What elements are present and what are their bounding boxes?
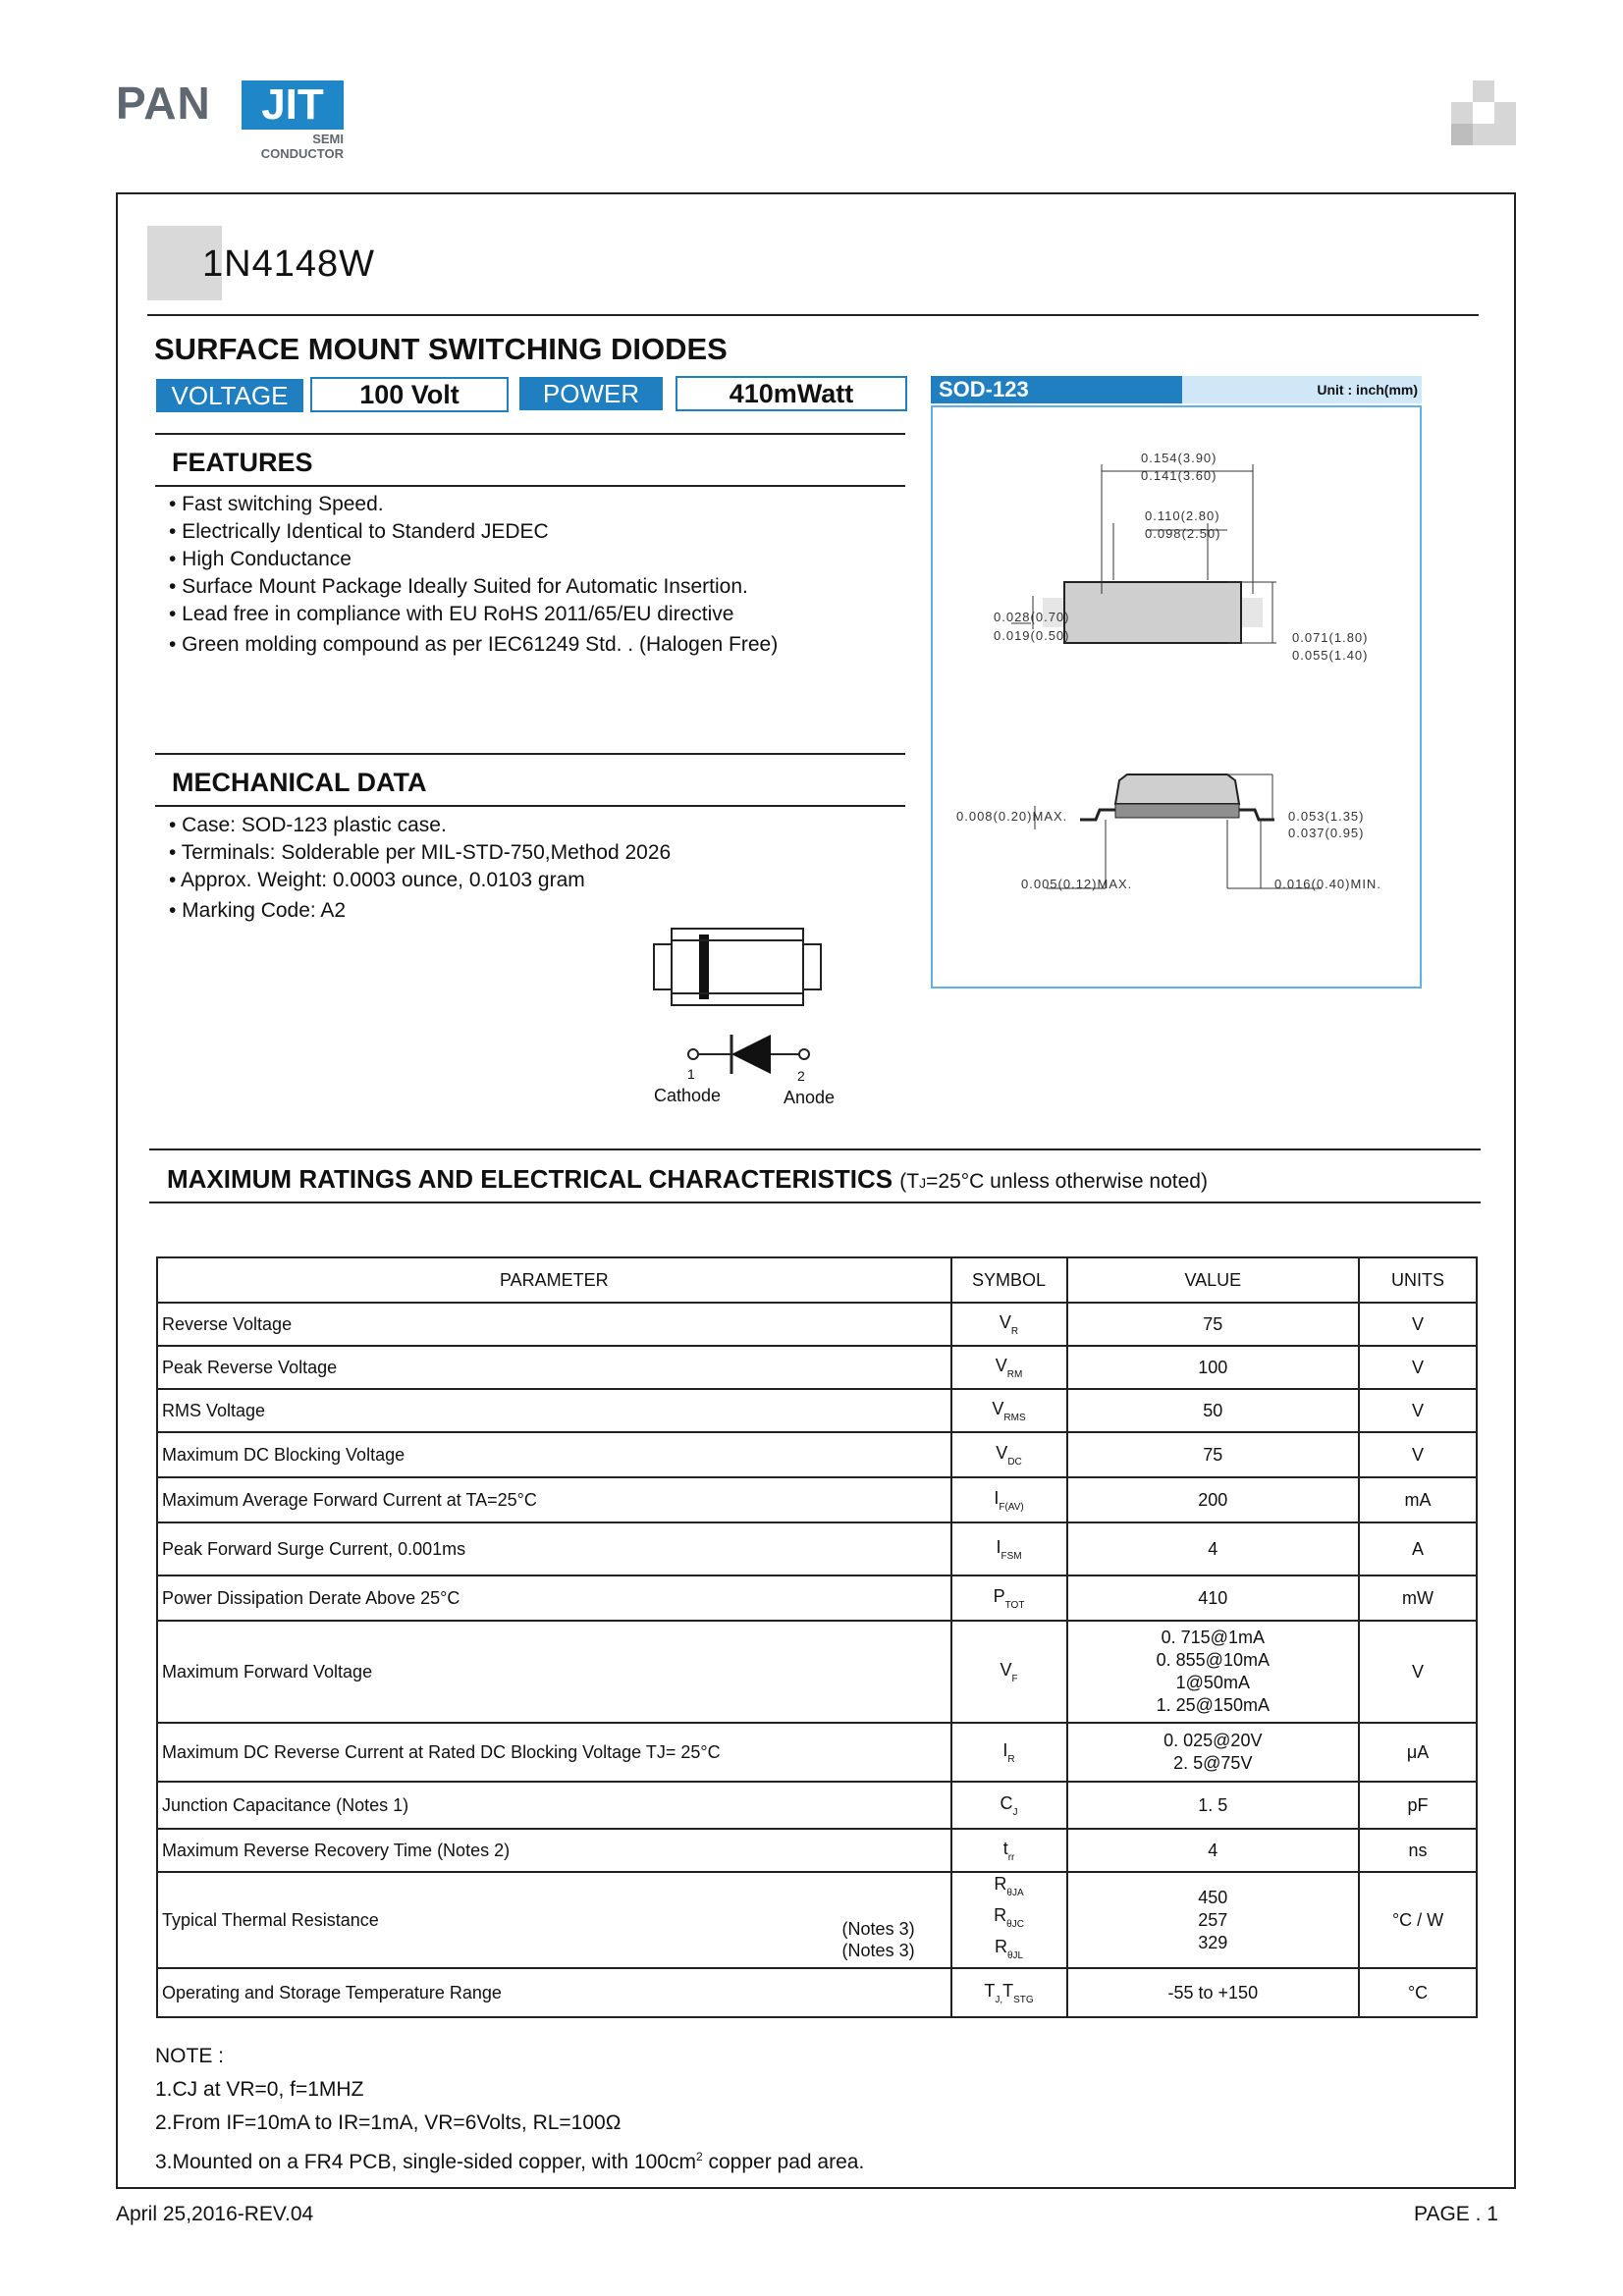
dim-lead-length: 0.016(0.40)MIN. bbox=[1274, 877, 1381, 891]
cell-unit: ns bbox=[1359, 1829, 1477, 1872]
feature-item: • High Conductance bbox=[169, 548, 352, 570]
feature-item: • Green molding compound as per IEC61249 Std. . (Halogen Free) bbox=[169, 633, 779, 656]
table-row bbox=[157, 1968, 1477, 2017]
table-row bbox=[157, 1872, 1477, 1968]
cell-value: 1. 5 bbox=[1067, 1782, 1360, 1829]
ratings-note: (TJ=25°C unless otherwise noted) bbox=[899, 1170, 1208, 1193]
power-label: POWER bbox=[519, 377, 663, 410]
part-number: 1N4148W bbox=[202, 243, 375, 285]
cell-unit: V bbox=[1359, 1346, 1477, 1389]
notes bbox=[155, 2040, 864, 2179]
cell-unit: μA bbox=[1359, 1723, 1477, 1782]
title-divider bbox=[147, 314, 1479, 316]
cell-value: 0. 025@20V 2. 5@75V bbox=[1067, 1723, 1360, 1782]
cell-parameter: Maximum Average Forward Current at TA=25°C bbox=[157, 1477, 951, 1522]
pin1-label: 1 bbox=[687, 1066, 695, 1082]
features-heading: FEATURES bbox=[172, 448, 313, 477]
table-row bbox=[157, 1723, 1477, 1782]
table-row bbox=[157, 1477, 1477, 1522]
header-units: UNITS bbox=[1359, 1257, 1477, 1303]
cell-parameter: Operating and Storage Temperature Range bbox=[157, 1968, 951, 2017]
cell-symbol: $R_{\theta JA}$ $R_{\theta JC}$ $R_{\theta JL}$ bbox=[951, 1872, 1067, 1968]
table-row bbox=[157, 1432, 1477, 1477]
table-header-row bbox=[157, 1257, 1477, 1303]
logo-pan: PAN bbox=[116, 78, 211, 129]
ratings-bottom-rule bbox=[149, 1201, 1481, 1203]
voltage-value: 100 Volt bbox=[310, 377, 509, 412]
cell-value: 4 bbox=[1067, 1522, 1360, 1575]
dim-overall-max: 0.154(3.90) bbox=[1141, 451, 1217, 465]
footer-page: PAGE . 1 bbox=[1414, 2203, 1498, 2225]
dim-body-width-min: 0.055(1.40) bbox=[1292, 648, 1369, 663]
cell-parameter: RMS Voltage bbox=[157, 1389, 951, 1432]
cell-unit: pF bbox=[1359, 1782, 1477, 1829]
cell-parameter: Reverse Voltage bbox=[157, 1303, 951, 1346]
ratings-title bbox=[167, 1164, 1208, 1195]
cathode-label: Cathode bbox=[654, 1086, 722, 1105]
cell-unit: V bbox=[1359, 1432, 1477, 1477]
cell-value: 100 bbox=[1067, 1346, 1360, 1389]
dim-body-width-max: 0.071(1.80) bbox=[1292, 630, 1369, 645]
table-row bbox=[157, 1829, 1477, 1872]
cell-symbol: $C_J$ bbox=[951, 1782, 1067, 1829]
logo-subtext bbox=[242, 132, 344, 161]
cell-value: 200 bbox=[1067, 1477, 1360, 1522]
mechanical-item: • Case: SOD-123 plastic case. bbox=[169, 814, 447, 836]
power-value: 410mWatt bbox=[676, 376, 907, 411]
pin2-label: 2 bbox=[797, 1068, 805, 1084]
cell-symbol: $P_{TOT}$ bbox=[951, 1575, 1067, 1621]
mechanical-list bbox=[169, 812, 671, 925]
feature-item: • Surface Mount Package Ideally Suited for Automatic Insertion. bbox=[169, 575, 748, 598]
cell-symbol: $T_{J,}T_{STG}$ bbox=[951, 1968, 1067, 2017]
feature-item: • Fast switching Speed. bbox=[169, 493, 384, 515]
mechanical-item: • Terminals: Solderable per MIL-STD-750,Method 2026 bbox=[169, 841, 672, 864]
ratings-title-text: MAXIMUM RATINGS AND ELECTRICAL CHARACTERISTICS bbox=[167, 1164, 893, 1194]
features-bottom-rule bbox=[155, 485, 905, 487]
cell-parameter bbox=[157, 1872, 951, 1968]
table-row bbox=[157, 1389, 1477, 1432]
subtitle: SURFACE MOUNT SWITCHING DIODES bbox=[154, 332, 728, 366]
dim-body-min: 0.098(2.50) bbox=[1145, 526, 1221, 541]
cell-unit: mA bbox=[1359, 1477, 1477, 1522]
dim-overall-min: 0.141(3.60) bbox=[1141, 468, 1217, 483]
cell-unit: V bbox=[1359, 1303, 1477, 1346]
mechanical-top-rule bbox=[155, 753, 905, 755]
note-2: 2.From IF=10mA to IR=1mA, VR=6Volts, RL=100Ω bbox=[155, 2111, 622, 2134]
header-value: VALUE bbox=[1067, 1257, 1360, 1303]
features-list bbox=[169, 491, 778, 659]
mechanical-item: • Approx. Weight: 0.0003 ounce, 0.0103 gram bbox=[169, 869, 585, 891]
table-row bbox=[157, 1303, 1477, 1346]
cell-unit: V bbox=[1359, 1621, 1477, 1723]
cell-parameter-text: Typical Thermal Resistance bbox=[162, 1909, 379, 1930]
cell-parameter: Power Dissipation Derate Above 25°C bbox=[157, 1575, 951, 1621]
cell-value: 75 bbox=[1067, 1432, 1360, 1477]
package-unit: Unit : inch(mm) bbox=[1182, 376, 1422, 403]
cell-symbol: $I_R$ bbox=[951, 1723, 1067, 1782]
logo-sub-semi: SEMI bbox=[312, 132, 344, 146]
cell-symbol: $I_{F(AV)}$ bbox=[951, 1477, 1067, 1522]
cell-value: 410 bbox=[1067, 1575, 1360, 1621]
cell-unit: A bbox=[1359, 1522, 1477, 1575]
voltage-label: VOLTAGE bbox=[156, 379, 303, 412]
table-row bbox=[157, 1522, 1477, 1575]
cell-symbol: $I_{FSM}$ bbox=[951, 1522, 1067, 1575]
cell-value: 75 bbox=[1067, 1303, 1360, 1346]
cell-symbol: $V_F$ bbox=[951, 1621, 1067, 1723]
dim-lead-width-max: 0.028(0.70) bbox=[994, 610, 1070, 624]
cell-value: 0. 715@1mA 0. 855@10mA 1@50mA 1. 25@150mA bbox=[1067, 1621, 1360, 1723]
notes-heading: NOTE : bbox=[155, 2045, 225, 2067]
cell-value: -55 to +150 bbox=[1067, 1968, 1360, 2017]
cell-parameter: Maximum Forward Voltage bbox=[157, 1621, 951, 1723]
cell-parameter: Maximum Reverse Recovery Time (Notes 2) bbox=[157, 1829, 951, 1872]
cell-symbol: $t_{rr}$ bbox=[951, 1829, 1067, 1872]
cell-parameter: Maximum DC Reverse Current at Rated DC Blocking Voltage TJ= 25°C bbox=[157, 1723, 951, 1782]
cell-parameter-note: (Notes 3) (Notes 3) bbox=[841, 1919, 915, 1960]
dim-standoff: 0.005(0.12)MAX. bbox=[1021, 877, 1133, 891]
cell-value: 4 bbox=[1067, 1829, 1360, 1872]
cell-unit: V bbox=[1359, 1389, 1477, 1432]
header-symbol: SYMBOL bbox=[951, 1257, 1067, 1303]
dim-lead-thickness: 0.008(0.20)MAX. bbox=[956, 809, 1068, 824]
cell-symbol: $V_{DC}$ bbox=[951, 1432, 1067, 1477]
logo-sub-conductor: CONDUCTOR bbox=[260, 146, 344, 161]
note-3: 3.Mounted on a FR4 PCB, single-sided copper, with $100cm^2$ copper pad area. bbox=[155, 2150, 865, 2173]
cell-symbol: $V_{RM}$ bbox=[951, 1346, 1067, 1389]
cell-unit: °C / W bbox=[1359, 1872, 1477, 1968]
feature-item: • Electrically Identical to Standerd JEDEC bbox=[169, 520, 549, 543]
table-row bbox=[157, 1621, 1477, 1723]
package-name: SOD-123 bbox=[931, 376, 1182, 403]
package-outline-drawing bbox=[933, 407, 1420, 987]
ratings-top-rule bbox=[149, 1148, 1481, 1150]
table-row bbox=[157, 1575, 1477, 1621]
cell-parameter: Maximum DC Blocking Voltage bbox=[157, 1432, 951, 1477]
dim-height-min: 0.037(0.95) bbox=[1288, 826, 1365, 840]
feature-item: • Lead free in compliance with EU RoHS 2011/65/EU directive bbox=[169, 603, 734, 625]
anode-label: Anode bbox=[784, 1088, 836, 1107]
cell-unit: mW bbox=[1359, 1575, 1477, 1621]
footer-date: April 25,2016-REV.04 bbox=[116, 2203, 314, 2225]
dim-height-max: 0.053(1.35) bbox=[1288, 809, 1365, 824]
features-top-rule bbox=[155, 433, 905, 435]
table-row bbox=[157, 1346, 1477, 1389]
cell-symbol: $V_{RMS}$ bbox=[951, 1389, 1067, 1432]
note-1: 1.CJ at VR=0, f=1MHZ bbox=[155, 2078, 364, 2101]
dim-lead-width-min: 0.019(0.50) bbox=[994, 628, 1070, 643]
logo-jit: JIT bbox=[242, 80, 344, 130]
cell-parameter: Peak Forward Surge Current, 0.001ms bbox=[157, 1522, 951, 1575]
mechanical-heading: MECHANICAL DATA bbox=[172, 768, 427, 797]
mechanical-item: • Marking Code: A2 bbox=[169, 899, 347, 922]
cell-symbol: $V_R$ bbox=[951, 1303, 1067, 1346]
header-parameter: PARAMETER bbox=[157, 1257, 951, 1303]
dim-body-max: 0.110(2.80) bbox=[1145, 508, 1220, 523]
cell-value: 450 257 329 bbox=[1067, 1872, 1360, 1968]
cell-value: 50 bbox=[1067, 1389, 1360, 1432]
ratings-table bbox=[156, 1256, 1478, 2018]
cell-parameter: Peak Reverse Voltage bbox=[157, 1346, 951, 1389]
mechanical-bottom-rule bbox=[155, 805, 905, 807]
cell-unit: °C bbox=[1359, 1968, 1477, 2017]
table-row bbox=[157, 1782, 1477, 1829]
cell-parameter: Junction Capacitance (Notes 1) bbox=[157, 1782, 951, 1829]
